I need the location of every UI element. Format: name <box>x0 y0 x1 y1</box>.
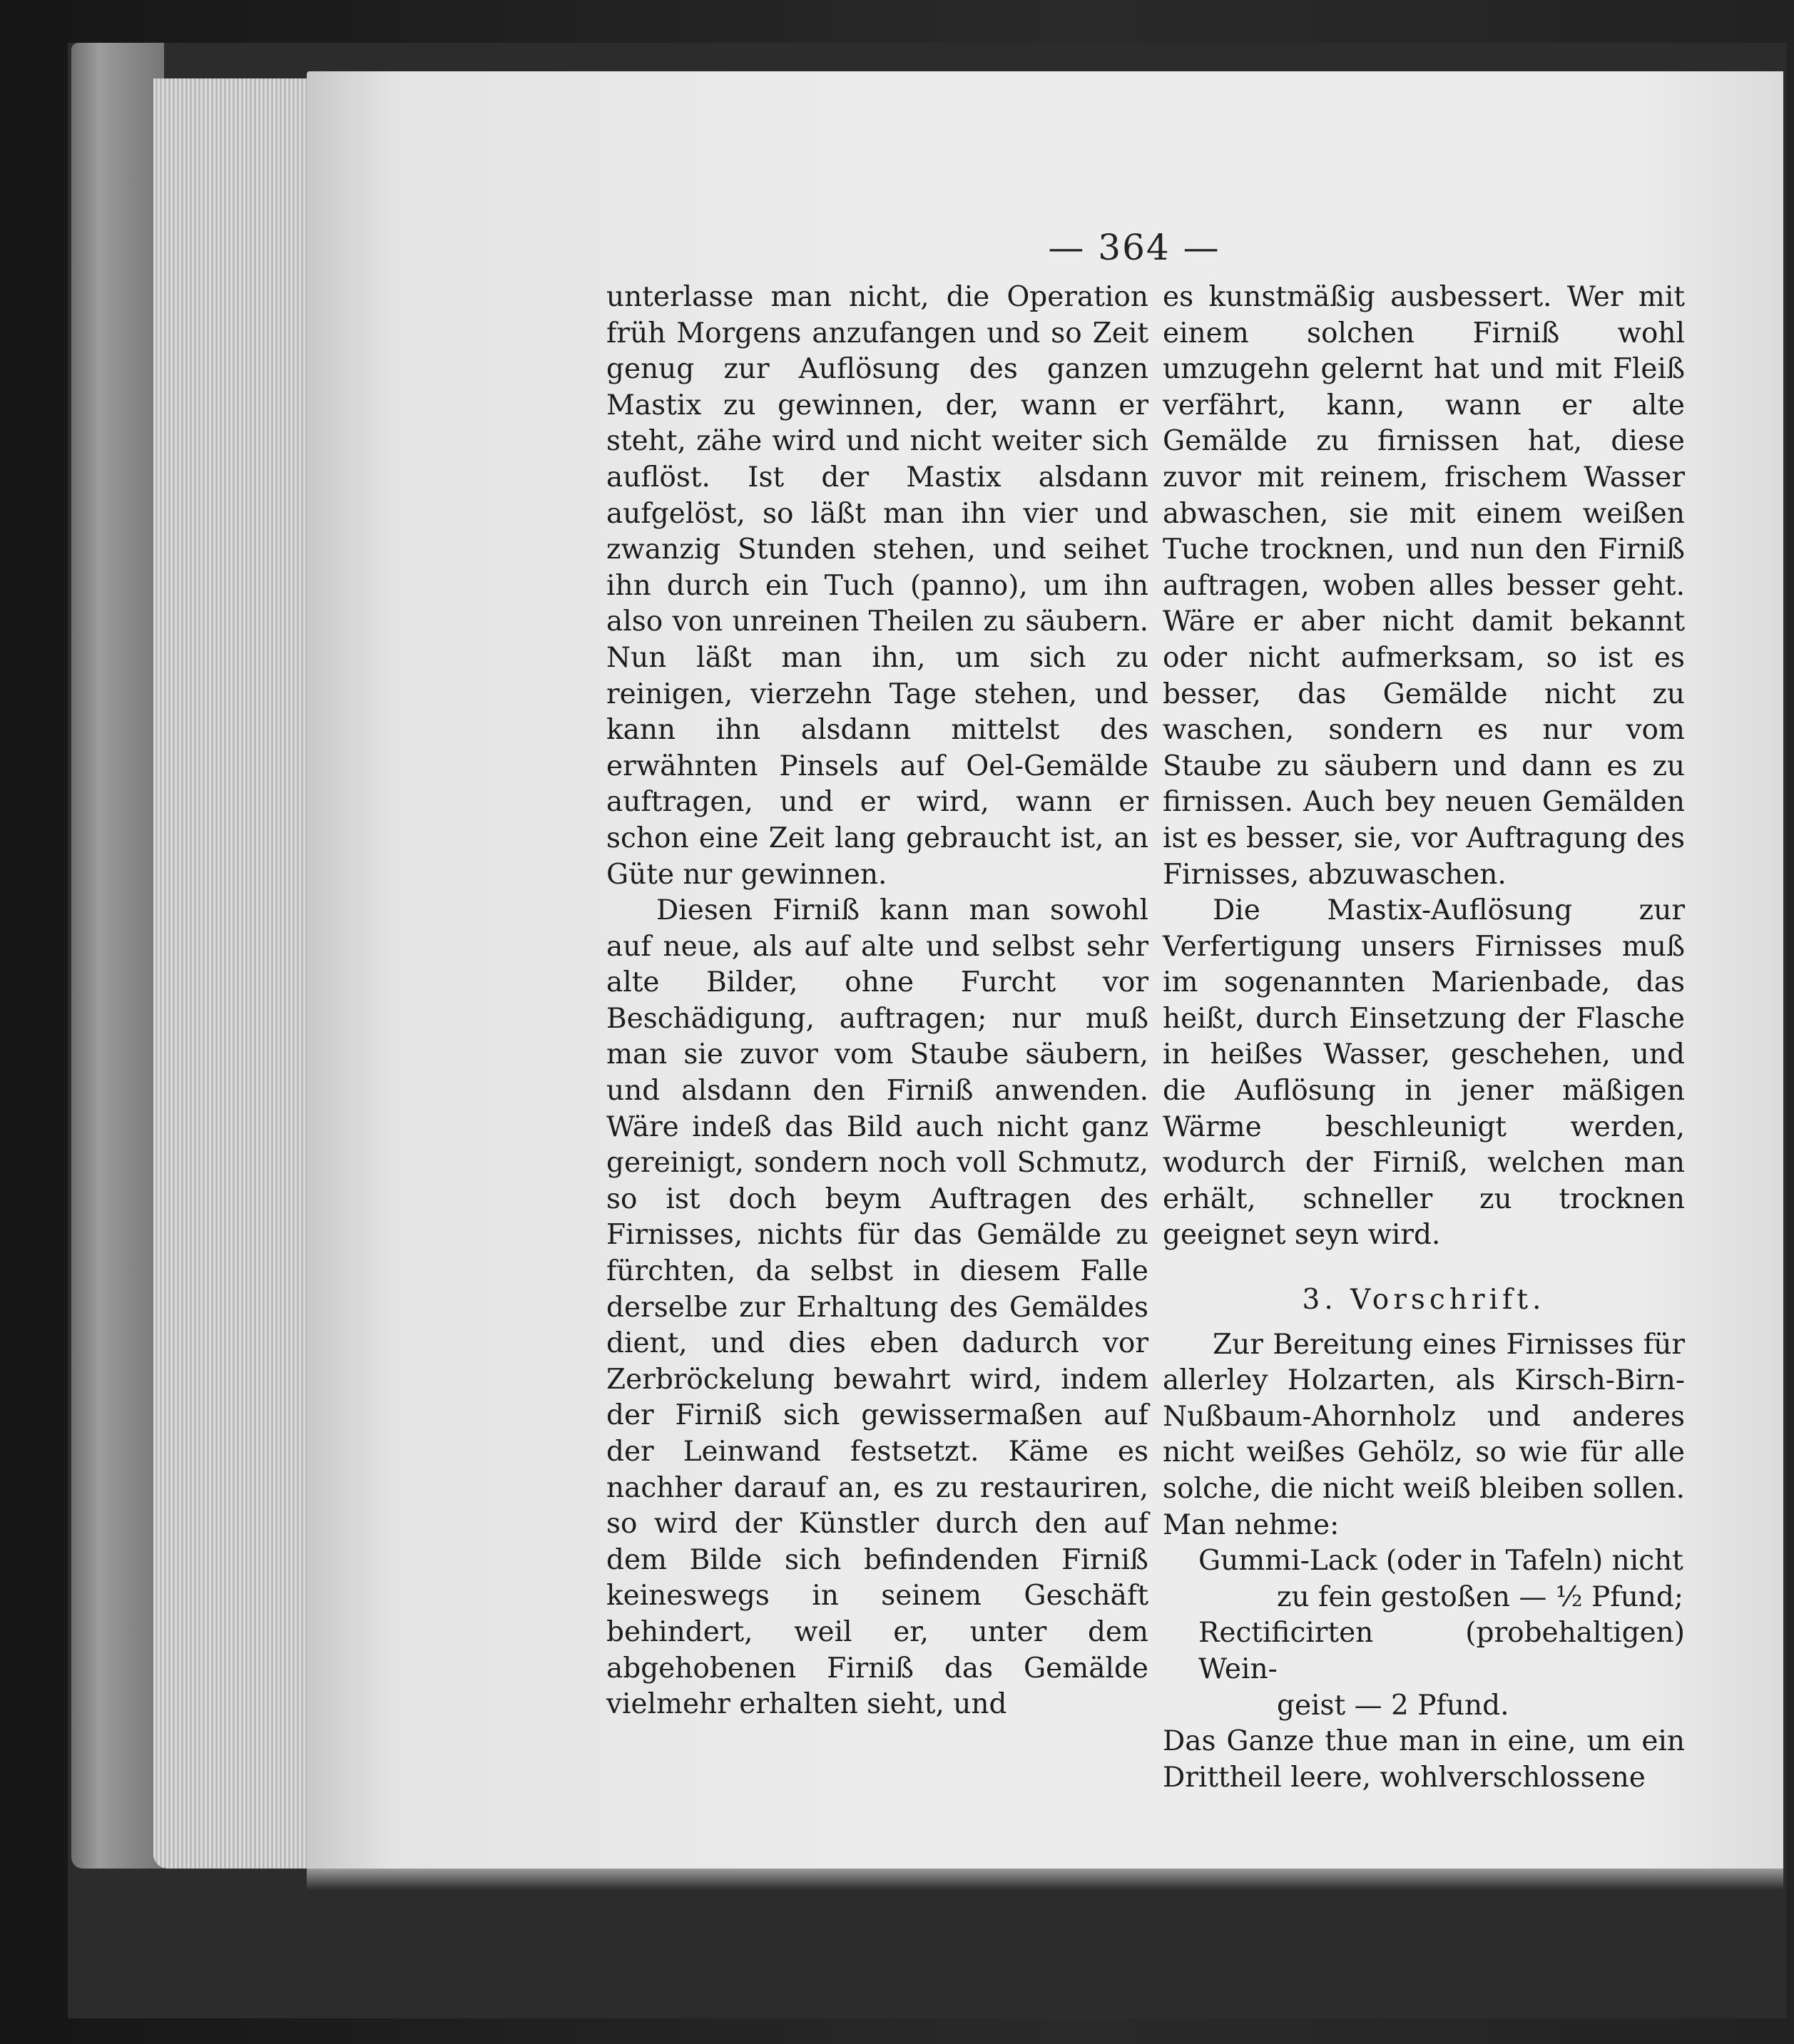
right-paragraph-1: es kunstmäßig ausbessert. Wer mit einem solchen Firniß wohl umzugehn gelernt hat und mit Fleiß verfährt, kann, wann er alte Gemälde zu firnissen hat, diese zuvor mit reinem, frischem Wasser abwaschen, sie mit einem weißen Tuche trocknen, und nun den Firniß auftragen, woben alles besser geht. Wäre er aber nicht damit bekannt oder nicht aufmerksam, so ist es besser, das Gemälde nicht zu waschen, sondern es nur vom Staube zu säubern und dann es zu firnissen. Auch bey neuen Gemälden ist es besser, sie, vor Auftragung des Firnisses, abzuwaschen. <box>1163 281 1685 891</box>
ingredient-item <box>1163 1543 1685 1615</box>
ingredient-line-continued: zu fein gestoßen — ½ Pfund; <box>1277 1580 1684 1613</box>
left-paragraph-1: unterlasse man nicht, die Operation früh Morgens anzufangen und so Zeit genug zur Auflösung des ganzen Mastix zu gewinnen, der, wann er steht, zähe wird und nicht weiter sich auflöst. Ist der Mastix alsdann aufgelöst, so läßt man ihn vier und zwanzig Stunden stehen, und seihet ihn durch ein Tuch (panno), um ihn also von unreinen Theilen zu säubern. Nun läßt man ihn, um sich zu reinigen, vierzehn Tage stehen, und kann ihn alsdann mittelst des erwähnten Pinsels auf Oel-Gemälde auftragen, und er wird, wann er schon eine Zeit lang gebraucht ist, an Güte nur gewinnen. <box>606 281 1148 891</box>
ingredient-line-continued: geist — 2 Pfund. <box>1277 1689 1509 1722</box>
right-paragraph-2: Die Mastix-Auflösung zur Verfertigung unsers Firnisses muß im sogenannten Marienbade, das heißt, durch Einsetzung der Flasche in heißes Wasser, geschehen, und die Auflösung in jener mäßigen Wärme beschleunigt werden, wodurch der Firniß, welchen man erhält, schneller zu trocknen geeignet seyn wird. <box>1163 894 1685 1252</box>
ingredient-item <box>1163 1615 1685 1724</box>
page-bottom-shadow <box>307 1869 1783 1890</box>
closing-text: Das Ganze thue man in eine, um ein Drittheil leere, wohlverschlossene <box>1163 1725 1685 1794</box>
ingredient-line: Gummi-Lack (oder in Tafeln) nicht <box>1198 1545 1683 1578</box>
recipe-intro: Zur Bereitung eines Firnisses für allerley Holzarten, als Kirsch-Birn-Nußbaum-Ahornholz und anderes nicht weißes Gehölz, so wie für alle solche, die nicht weiß bleiben sollen. Man nehme: <box>1163 1328 1685 1541</box>
left-column <box>606 280 1148 1723</box>
section-heading: 3. Vorschrift. <box>1302 1284 1546 1317</box>
page-edges <box>153 78 317 1869</box>
book-cover-edge <box>71 43 164 1869</box>
ingredient-line: Rectificirten (probehaltigen) Wein- <box>1198 1617 1685 1685</box>
left-paragraph-2: Diesen Firniß kann man sowohl auf neue, als auf alte und selbst sehr alte Bilder, ohne Furcht vor Beschädigung, auftragen; nur muß man sie zuvor vom Staube säubern, und alsdann den Firniß anwenden. Wäre indeß das Bild auch nicht ganz gereinigt, sondern noch voll Schmutz, so ist doch beym Auftragen des Firnisses, nichts für das Gemälde zu fürchten, da selbst in diesem Falle derselbe zur Erhaltung des Gemäldes dient, und dies eben dadurch vor Zerbröckelung bewahrt wird, indem der Firniß sich gewissermaßen auf der Leinwand festsetzt. Käme es nachher darauf an, es zu restauriren, so wird der Künstler durch den auf dem Bilde sich befindenden Firniß keineswegs in seinem Geschäft behindert, weil er, unter dem abgehobenen Firniß das Gemälde vielmehr erhalten sieht, und <box>606 894 1148 1721</box>
right-column <box>1163 280 1685 1796</box>
page-number: — 364 — <box>1048 227 1220 268</box>
